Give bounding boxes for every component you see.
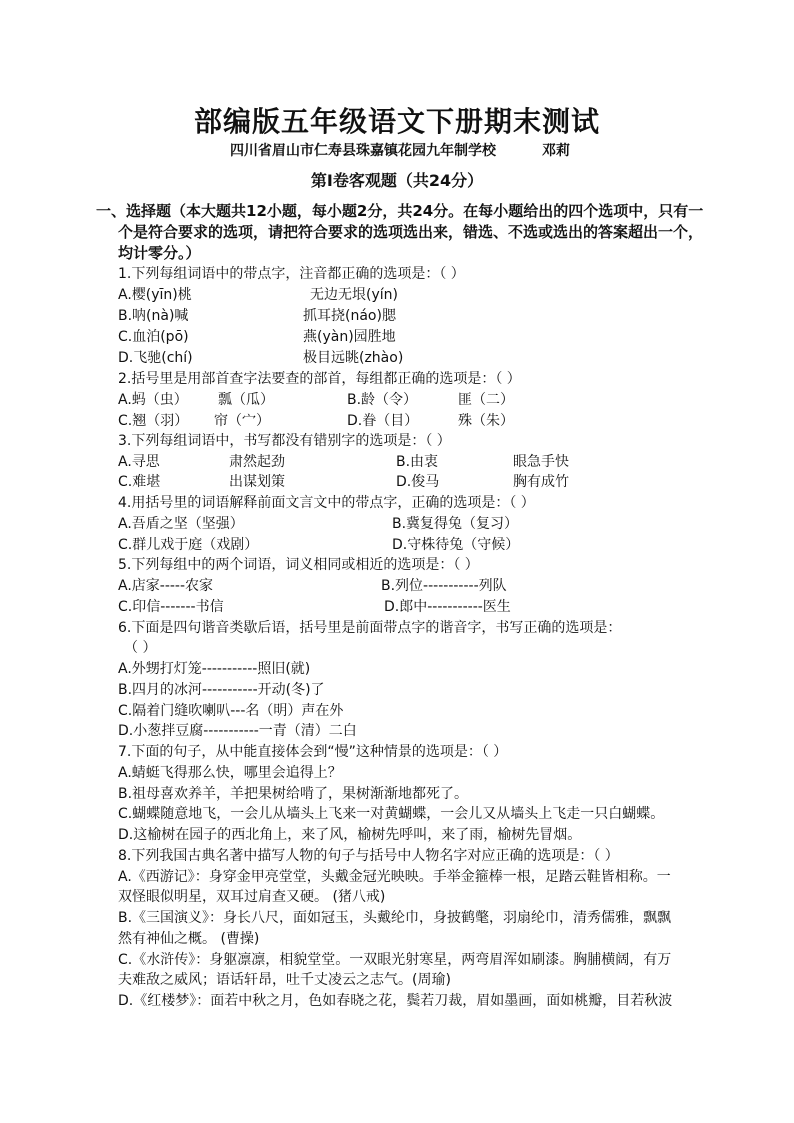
- q8-option-b: B.《三国演义》：身长八尺，面如冠玉，头戴纶巾，身披鹤氅，羽扇纶巾，清秀儒雅，飘飘: [118, 910, 672, 926]
- section-heading: 第Ⅰ卷客观题（共24分）: [310, 171, 484, 190]
- q7-option-d: D.这榆树在园子的西北角上，来了风，榆树先呼叫，来了雨，榆树先冒烟。: [118, 827, 582, 843]
- q1-option-d-2: 极目远眺(zhào): [303, 350, 404, 366]
- q8-stem: 8.下列我国古典名著中描写人物的句子与括号中人物名字对应正确的选项是：（ ）: [118, 848, 619, 864]
- q3-option-c: C.难堪: [118, 474, 161, 490]
- q3-option-a: A.寻思: [118, 454, 160, 470]
- q3-option-b: B.由衷: [396, 454, 439, 470]
- q8-option-d: D.《红楼梦》：面若中秋之月，色如春晓之花，鬓若刀裁，眉如墨画，面如桃瓣，目若秋波: [118, 993, 673, 1009]
- q6-stem: 6.下面是四句谐音类歇后语，括号里是前面带点字的谐音字，书写正确的选项是：: [118, 620, 622, 636]
- q1-option-a-2: 无边无垠(yín): [310, 287, 398, 303]
- q2-option-d: D.眷（目）: [347, 413, 419, 429]
- q2-option-a: A.蚂（虫）: [118, 392, 188, 408]
- q1-stem: 1.下列每组词语中的带点字，注音都正确的选项是：（ ）: [118, 266, 465, 282]
- q7-stem: 7.下面的句子，从中能直接体会到“慢”这种情景的选项是：（ ）: [118, 744, 508, 760]
- q2-option-a-2: 瓢（瓜）: [218, 392, 274, 408]
- q1-option-c-2: 燕(yàn)园胜地: [303, 329, 396, 345]
- q2-option-c-2: 帘（宀）: [214, 413, 270, 429]
- q6-option-b: B.四月的冰河-----------开动(冬)了: [118, 682, 325, 698]
- q8-option-a-cont: 双怪眼似明星，双耳过肩查又硬。 (猪八戒): [118, 889, 386, 905]
- q8-option-a: A.《西游记》：身穿金甲亮堂堂，头戴金冠光映映。手举金箍棒一根，足踏云鞋皆相称。一: [118, 869, 671, 885]
- q4-option-d: D.守株待兔（守候）: [392, 537, 520, 553]
- q7-option-b: B.祖母喜欢养羊，羊把果树给啃了，果树渐渐地都死了。: [118, 786, 469, 802]
- q4-stem: 4.用括号里的词语解释前面文言文中的带点字，正确的选项是：（ ）: [118, 495, 535, 511]
- q5-option-a: A.店家-----农家: [118, 578, 214, 594]
- q5-option-c: C.印信-------书信: [118, 599, 224, 615]
- q4-option-a: A.吾盾之坚（坚强）: [118, 516, 244, 532]
- q6-stem-blank: （ ）: [124, 640, 157, 656]
- q1-option-c: C.血泊(pō): [118, 329, 189, 345]
- q1-option-b: B.呐(nà)喊: [118, 308, 189, 324]
- q1-option-b-2: 抓耳挠(náo)腮: [303, 308, 396, 324]
- q3-option-d-2: 胸有成竹: [513, 474, 569, 490]
- q6-option-d: D.小葱拌豆腐-----------一青（清）二白: [118, 723, 357, 739]
- q1-option-a: A.樱(yīn)桃: [118, 287, 192, 303]
- q2-option-c: C.翘（羽）: [118, 413, 189, 429]
- q4-option-b: B.冀复得兔（复习）: [392, 516, 519, 532]
- q1-option-d: D.飞驰(chí): [118, 350, 193, 366]
- q3-option-d: D.俊马: [396, 474, 440, 490]
- q7-option-c: C.蝴蝶随意地飞，一会儿从墙头上飞来一对黄蝴蝶，一会儿又从墙头上飞走一只白蝴蝶。: [118, 806, 665, 822]
- q4-option-c: C.群儿戏于庭（戏剧）: [118, 537, 259, 553]
- school-name: 四川省眉山市仁寿县珠嘉镇花园九年制学校: [230, 143, 496, 159]
- q3-option-b-2: 眼急手快: [513, 454, 569, 470]
- q2-stem: 2.括号里是用部首查字法要查的部首，每组都正确的选项是：（ ）: [118, 371, 521, 387]
- q2-option-b: B.龄（令）: [347, 392, 418, 408]
- q7-option-a: A.蜻蜓飞得那么快，哪里会追得上？: [118, 765, 342, 781]
- q8-option-b-cont: 然有神仙之概。 (曹操): [118, 931, 260, 947]
- q3-option-a-2: 肃然起劲: [229, 454, 285, 470]
- q3-option-c-2: 出谋划策: [229, 474, 285, 490]
- q3-stem: 3.下列每组词语中，书写都没有错别字的选项是：（ ）: [118, 433, 451, 449]
- q2-option-d-2: 殊（朱）: [458, 413, 514, 429]
- q6-option-c: C.隔着门缝吹喇叭---名（明）声在外: [118, 703, 344, 719]
- q5-option-d: D.郎中-----------医生: [384, 599, 511, 615]
- q8-option-c: C.《水浒传》：身躯凛凛，相貌堂堂。一双眼光射寒星，两弯眉浑如刷漆。胸脯横阔，有万: [118, 952, 672, 968]
- author-name: 邓莉: [542, 143, 570, 159]
- q6-option-a: A.外甥打灯笼-----------照旧(就): [118, 661, 311, 677]
- instructions: 一、选择题（本大题共12小题，每小题2分，共24分。在每小题给出的四个选项中，只有一个是符合要求的选项，请把符合要求的选项选出来，错选、不选或选出的答案超出一个，均计零分。）: [96, 202, 704, 262]
- q5-option-b: B.列位-----------列队: [381, 578, 507, 594]
- q2-option-b-2: 匪（二）: [458, 392, 514, 408]
- q8-option-c-cont: 夫难敌之威风；语话轩昂，吐千丈凌云之志气。(周瑜): [118, 972, 451, 988]
- q5-stem: 5.下列每组中的两个词语，词义相同或相近的选项是：（ ）: [118, 557, 479, 573]
- page-title: 部编版五年级语文下册期末测试: [193, 105, 600, 138]
